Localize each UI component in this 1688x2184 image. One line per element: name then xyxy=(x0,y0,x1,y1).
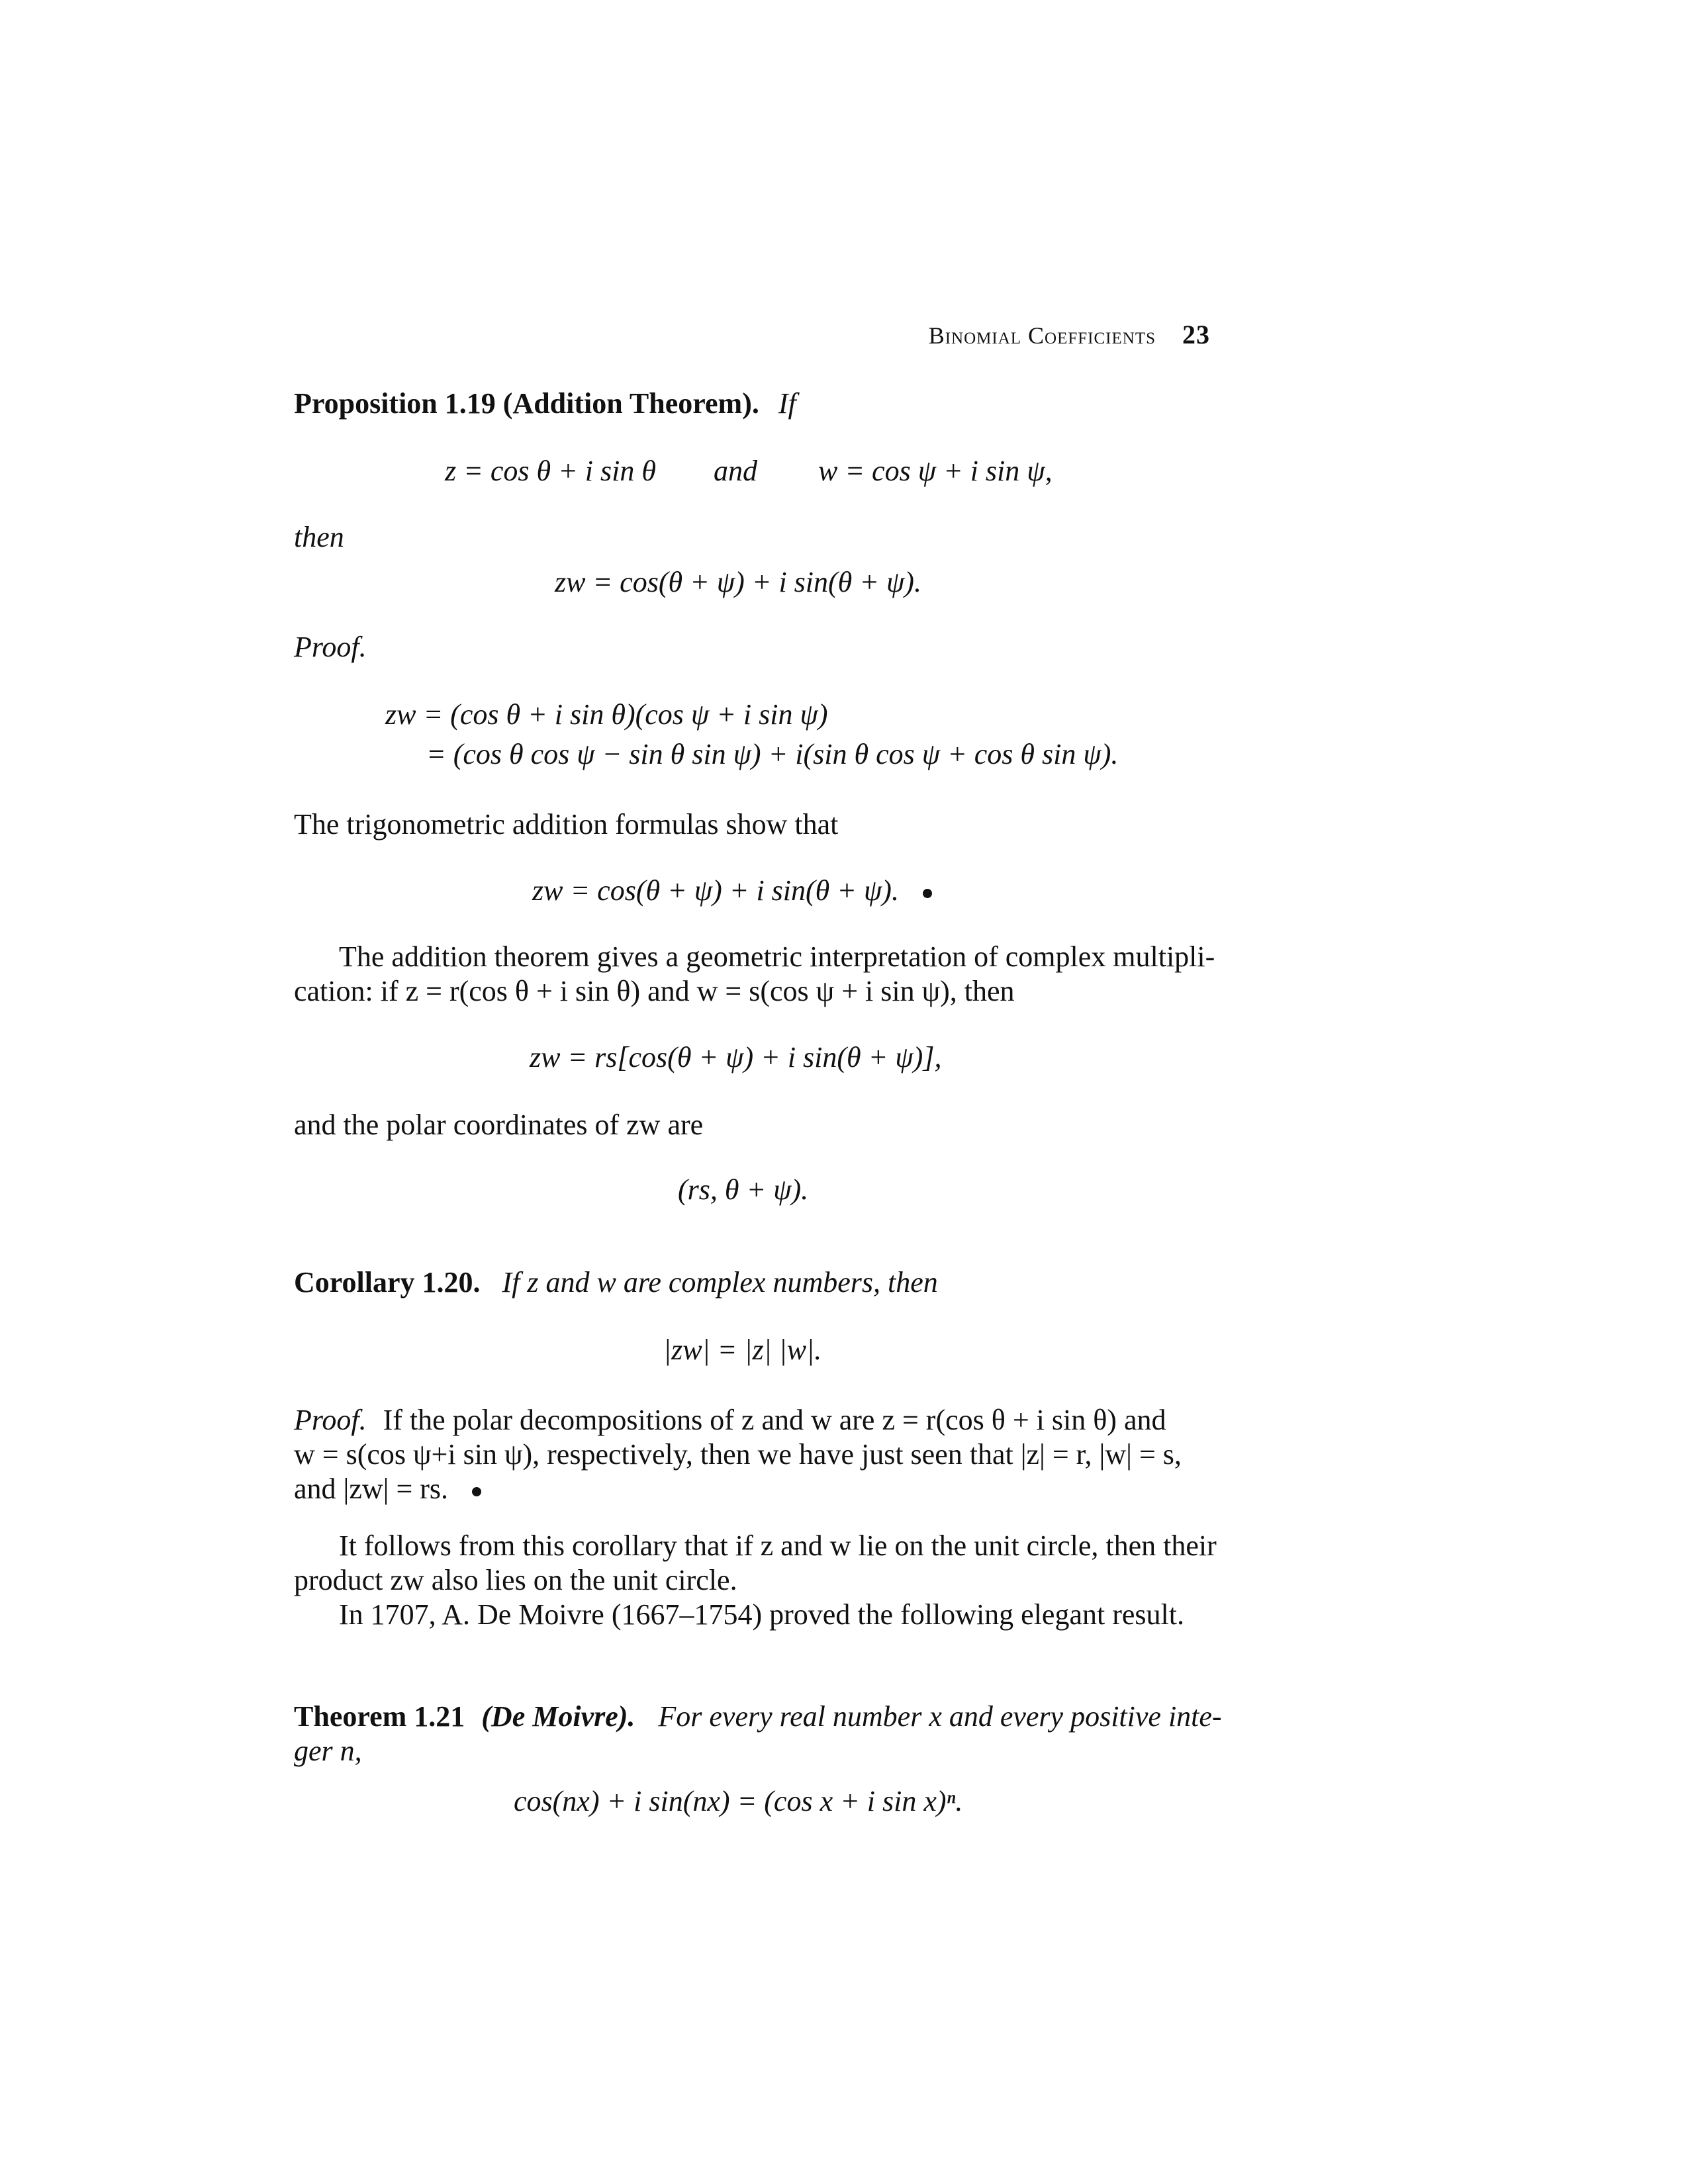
qed-bullet xyxy=(472,1487,481,1496)
theorem-statement-line-1: For every real number x and every positive inte- xyxy=(658,1700,1222,1733)
polar-equation: (rs, θ + ψ). xyxy=(678,1173,809,1206)
closing-line-3: In 1707, A. De Moivre (1667–1754) proved the following elegant result. xyxy=(339,1598,1184,1631)
proof-2-line-1: Proof. If the polar decompositions of z and w are z = r(cos θ + i sin θ) and xyxy=(294,1404,1166,1436)
proof-final-equation: zw = cos(θ + ψ) + i sin(θ + ψ). xyxy=(532,874,932,908)
proposition-lead: If xyxy=(778,387,796,420)
proof-2-line-2: w = s(cos ψ+i sin ψ), respectively, then we have just seen that |z| = r, |w| = s, xyxy=(294,1438,1182,1471)
closing-line-1: It follows from this corollary that if z and w lie on the unit circle, then their xyxy=(339,1529,1217,1562)
equation-w: w = cos ψ + i sin ψ, xyxy=(818,455,1053,487)
geometric-paragraph-line-2: cation: if z = r(cos θ + i sin θ) and w = s(cos ψ + i sin ψ), then xyxy=(294,975,1015,1007)
proof-equation-line-2: = (cos θ cos ψ − sin θ sin ψ) + i(sin θ cos ψ + cos θ sin ψ). xyxy=(426,738,1119,770)
equation-and: and xyxy=(714,455,757,487)
polar-text: and the polar coordinates of zw are xyxy=(294,1109,704,1141)
proposition-heading xyxy=(294,387,796,421)
qed-bullet xyxy=(923,889,932,898)
proof-2-label: Proof. xyxy=(294,1404,367,1436)
equation-z: z = cos θ + i sin θ xyxy=(445,455,656,487)
geometric-equation: zw = rs[cos(θ + ψ) + i sin(θ + ψ)], xyxy=(530,1041,942,1073)
theorem-heading xyxy=(294,1700,1222,1734)
proposition-label: Proposition 1.19 (Addition Theorem). xyxy=(294,387,759,420)
proof-label: Proof. xyxy=(294,631,367,663)
de-moivre-equation: cos(nx) + i sin(nx) = (cos x + i sin x)ⁿ. xyxy=(514,1785,963,1817)
proof-equation-line-1: zw = (cos θ + i sin θ)(cos ψ + i sin ψ) xyxy=(385,698,828,731)
theorem-name: (De Moivre). xyxy=(481,1700,635,1733)
theorem-statement-line-2: ger n, xyxy=(294,1735,362,1767)
equation-zw-product: zw = cos(θ + ψ) + i sin(θ + ψ). xyxy=(555,566,921,598)
page-number: 23 xyxy=(1182,320,1210,349)
geometric-paragraph-line-1: The addition theorem gives a geometric interpretation of complex multipli- xyxy=(339,940,1215,973)
running-header xyxy=(929,320,1210,350)
corollary-label: Corollary 1.20. xyxy=(294,1266,481,1298)
corollary-heading xyxy=(294,1265,938,1300)
corollary-statement: If z and w are complex numbers, then xyxy=(502,1266,938,1298)
proof-2-line-3: and |zw| = rs. xyxy=(294,1472,481,1506)
theorem-label: Theorem 1.21 xyxy=(294,1700,465,1733)
running-title: Binomial Coefficients xyxy=(928,322,1156,349)
then-text: then xyxy=(294,521,344,553)
corollary-equation: |zw| = |z| |w|. xyxy=(663,1334,822,1366)
proof-text: The trigonometric addition formulas show that xyxy=(294,808,839,841)
closing-line-2: product zw also lies on the unit circle. xyxy=(294,1564,737,1596)
